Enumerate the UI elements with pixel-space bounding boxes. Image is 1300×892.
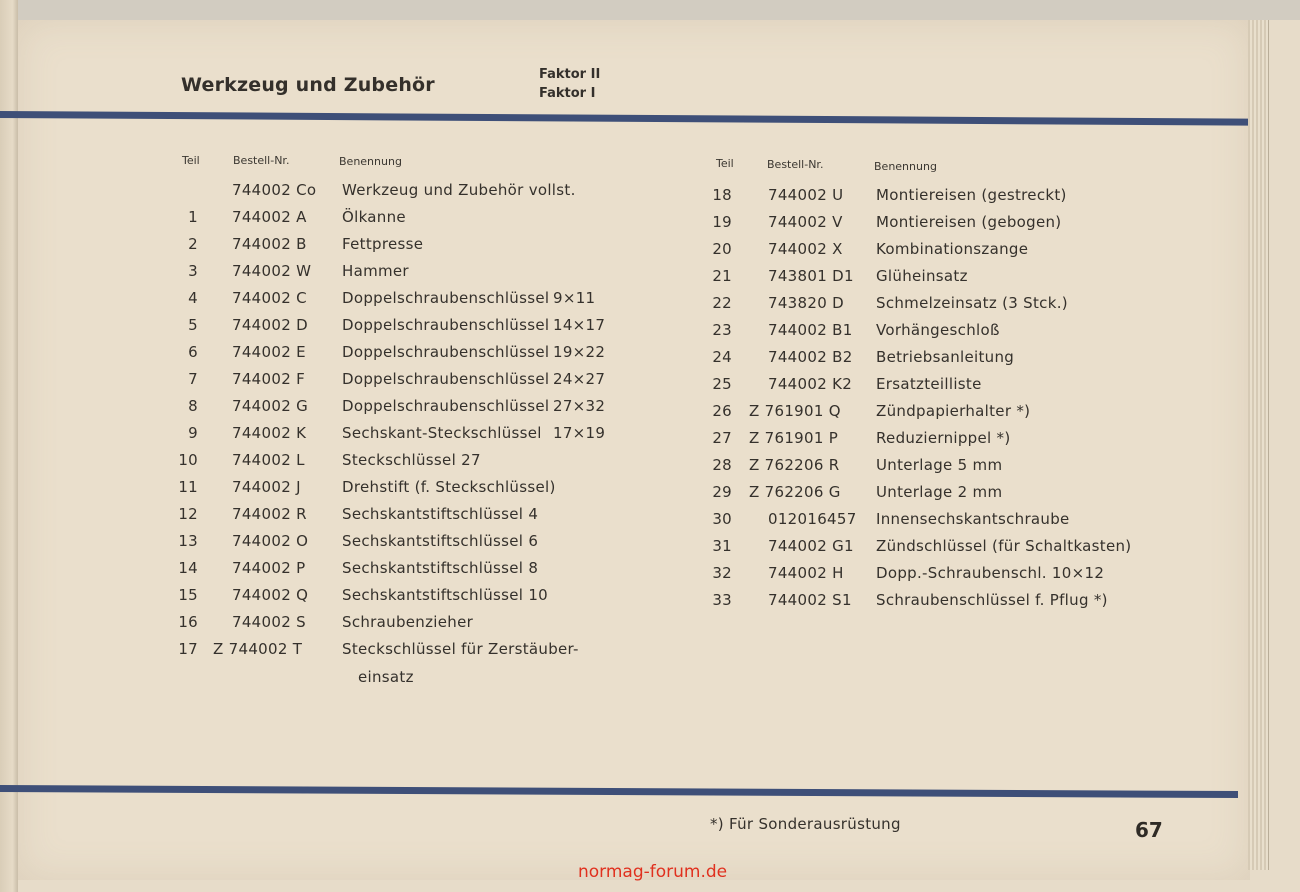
part-name-continuation: einsatz	[358, 668, 414, 686]
part-name: Montiereisen (gebogen)	[876, 213, 1062, 231]
part-name: Sechskant-Steckschlüssel	[342, 424, 542, 442]
order-number: 012016457	[768, 510, 857, 528]
left-header-bestell: Bestell-Nr.	[233, 154, 290, 167]
part-size: 19×22	[553, 343, 606, 361]
part-name: Innensechskantschraube	[876, 510, 1070, 528]
teil-number: 31	[712, 537, 732, 555]
order-number: 744002 K	[232, 424, 307, 442]
teil-number: 18	[712, 186, 732, 204]
part-name: Unterlage 5 mm	[876, 456, 1003, 474]
order-number: 744002 G	[232, 397, 309, 415]
order-number: 744002 D	[232, 316, 308, 334]
factor-line-2: Faktor I	[539, 86, 596, 101]
factor-line-1: Faktor II	[539, 67, 601, 82]
page-right-edge	[1248, 20, 1269, 870]
teil-number: 23	[712, 321, 732, 339]
order-number: 744002 K2	[768, 375, 853, 393]
order-number: 744002 B	[232, 235, 307, 253]
part-name: Steckschlüssel für Zerstäuber-	[342, 640, 579, 658]
page-paper	[18, 20, 1250, 880]
order-number: Z 762206 G	[749, 483, 841, 501]
order-number: 744002 P	[232, 559, 306, 577]
teil-number: 5	[188, 316, 198, 334]
order-number: 744002 U	[768, 186, 844, 204]
teil-number: 27	[712, 429, 732, 447]
teil-number: 33	[712, 591, 732, 609]
part-name: Glüheinsatz	[876, 267, 968, 285]
part-name: Montiereisen (gestreckt)	[876, 186, 1067, 204]
watermark: normag-forum.de	[578, 862, 728, 882]
order-number: 744002 H	[768, 564, 844, 582]
order-number: Z 761901 P	[749, 429, 839, 447]
order-number: Z 762206 R	[749, 456, 840, 474]
part-name: Werkzeug und Zubehör vollst.	[342, 181, 576, 199]
page-number: 67	[1135, 818, 1163, 842]
left-header-benennung: Benennung	[339, 155, 402, 168]
part-name: Unterlage 2 mm	[876, 483, 1003, 501]
part-name: Betriebsanleitung	[876, 348, 1015, 366]
part-size: 17×19	[553, 424, 606, 442]
part-name: Schraubenzieher	[342, 613, 474, 631]
left-header-teil: Teil	[182, 154, 200, 167]
order-number: 744002 O	[232, 532, 309, 550]
part-name: Steckschlüssel 27	[342, 451, 481, 469]
part-name: Sechskantstiftschlüssel 6	[342, 532, 539, 550]
part-name: Dopp.-Schraubenschl. 10×12	[876, 564, 1105, 582]
page-left-edge	[0, 0, 18, 892]
part-size: 24×27	[553, 370, 606, 388]
teil-number: 21	[712, 267, 732, 285]
teil-number: 8	[188, 397, 198, 415]
teil-number: 10	[178, 451, 198, 469]
order-number: 744002 Co	[232, 181, 317, 199]
order-number: 744002 E	[232, 343, 306, 361]
order-number: 744002 A	[232, 208, 307, 226]
right-header-benennung: Benennung	[874, 160, 937, 173]
order-number: Z 761901 Q	[749, 402, 841, 420]
part-name: Doppelschraubenschlüssel	[342, 316, 550, 334]
part-name: Vorhängeschloß	[876, 321, 1000, 339]
part-size: 27×32	[553, 397, 606, 415]
teil-number: 29	[712, 483, 732, 501]
part-name: Schmelzeinsatz (3 Stck.)	[876, 294, 1068, 312]
teil-number: 19	[712, 213, 732, 231]
part-name: Reduziernippel *)	[876, 429, 1011, 447]
order-number: 744002 R	[232, 505, 307, 523]
part-name: Fettpresse	[342, 235, 424, 253]
right-header-bestell: Bestell-Nr.	[767, 158, 824, 171]
order-number: 743801 D1	[768, 267, 854, 285]
part-name: Doppelschraubenschlüssel	[342, 343, 550, 361]
order-number: 744002 L	[232, 451, 305, 469]
order-number: 743820 D	[768, 294, 844, 312]
part-name: Sechskantstiftschlüssel 8	[342, 559, 539, 577]
teil-number: 25	[712, 375, 732, 393]
order-number: 744002 B1	[768, 321, 853, 339]
part-name: Ölkanne	[342, 208, 406, 226]
order-number: 744002 J	[232, 478, 301, 496]
part-name: Doppelschraubenschlüssel	[342, 370, 550, 388]
teil-number: 28	[712, 456, 732, 474]
part-size: 14×17	[553, 316, 606, 334]
teil-number: 11	[178, 478, 198, 496]
order-number: 744002 Q	[232, 586, 309, 604]
order-number: 744002 G1	[768, 537, 854, 555]
order-number: 744002 C	[232, 289, 307, 307]
part-name: Sechskantstiftschlüssel 10	[342, 586, 549, 604]
order-number: 744002 F	[232, 370, 306, 388]
scan-top-margin	[0, 0, 1300, 20]
teil-number: 17	[178, 640, 198, 658]
part-name: Doppelschraubenschlüssel	[342, 397, 550, 415]
teil-number: 30	[712, 510, 732, 528]
order-number: 744002 V	[768, 213, 843, 231]
order-number: 744002 S1	[768, 591, 852, 609]
part-size: 9×11	[553, 289, 596, 307]
order-number: 744002 S	[232, 613, 306, 631]
teil-number: 15	[178, 586, 198, 604]
teil-number: 4	[188, 289, 198, 307]
teil-number: 22	[712, 294, 732, 312]
part-name: Doppelschraubenschlüssel	[342, 289, 550, 307]
teil-number: 32	[712, 564, 732, 582]
order-number: Z 744002 T	[213, 640, 303, 658]
teil-number: 13	[178, 532, 198, 550]
teil-number: 24	[712, 348, 732, 366]
teil-number: 3	[188, 262, 198, 280]
teil-number: 14	[178, 559, 198, 577]
part-name: Sechskantstiftschlüssel 4	[342, 505, 539, 523]
order-number: 744002 X	[768, 240, 843, 258]
footnote: *) Für Sonderausrüstung	[710, 815, 901, 833]
order-number: 744002 B2	[768, 348, 853, 366]
page-title: Werkzeug und Zubehör	[181, 74, 435, 96]
teil-number: 9	[188, 424, 198, 442]
part-name: Schraubenschlüssel f. Pflug *)	[876, 591, 1108, 609]
teil-number: 16	[178, 613, 198, 631]
part-name: Hammer	[342, 262, 409, 280]
order-number: 744002 W	[232, 262, 312, 280]
teil-number: 20	[712, 240, 732, 258]
right-header-teil: Teil	[716, 157, 734, 170]
part-name: Zündpapierhalter *)	[876, 402, 1031, 420]
teil-number: 2	[188, 235, 198, 253]
teil-number: 7	[188, 370, 198, 388]
part-name: Zündschlüssel (für Schaltkasten)	[876, 537, 1132, 555]
teil-number: 1	[188, 208, 198, 226]
part-name: Ersatzteilliste	[876, 375, 982, 393]
teil-number: 6	[188, 343, 198, 361]
teil-number: 12	[178, 505, 198, 523]
part-name: Kombinationszange	[876, 240, 1029, 258]
teil-number: 26	[712, 402, 732, 420]
part-name: Drehstift (f. Steckschlüssel)	[342, 478, 556, 496]
